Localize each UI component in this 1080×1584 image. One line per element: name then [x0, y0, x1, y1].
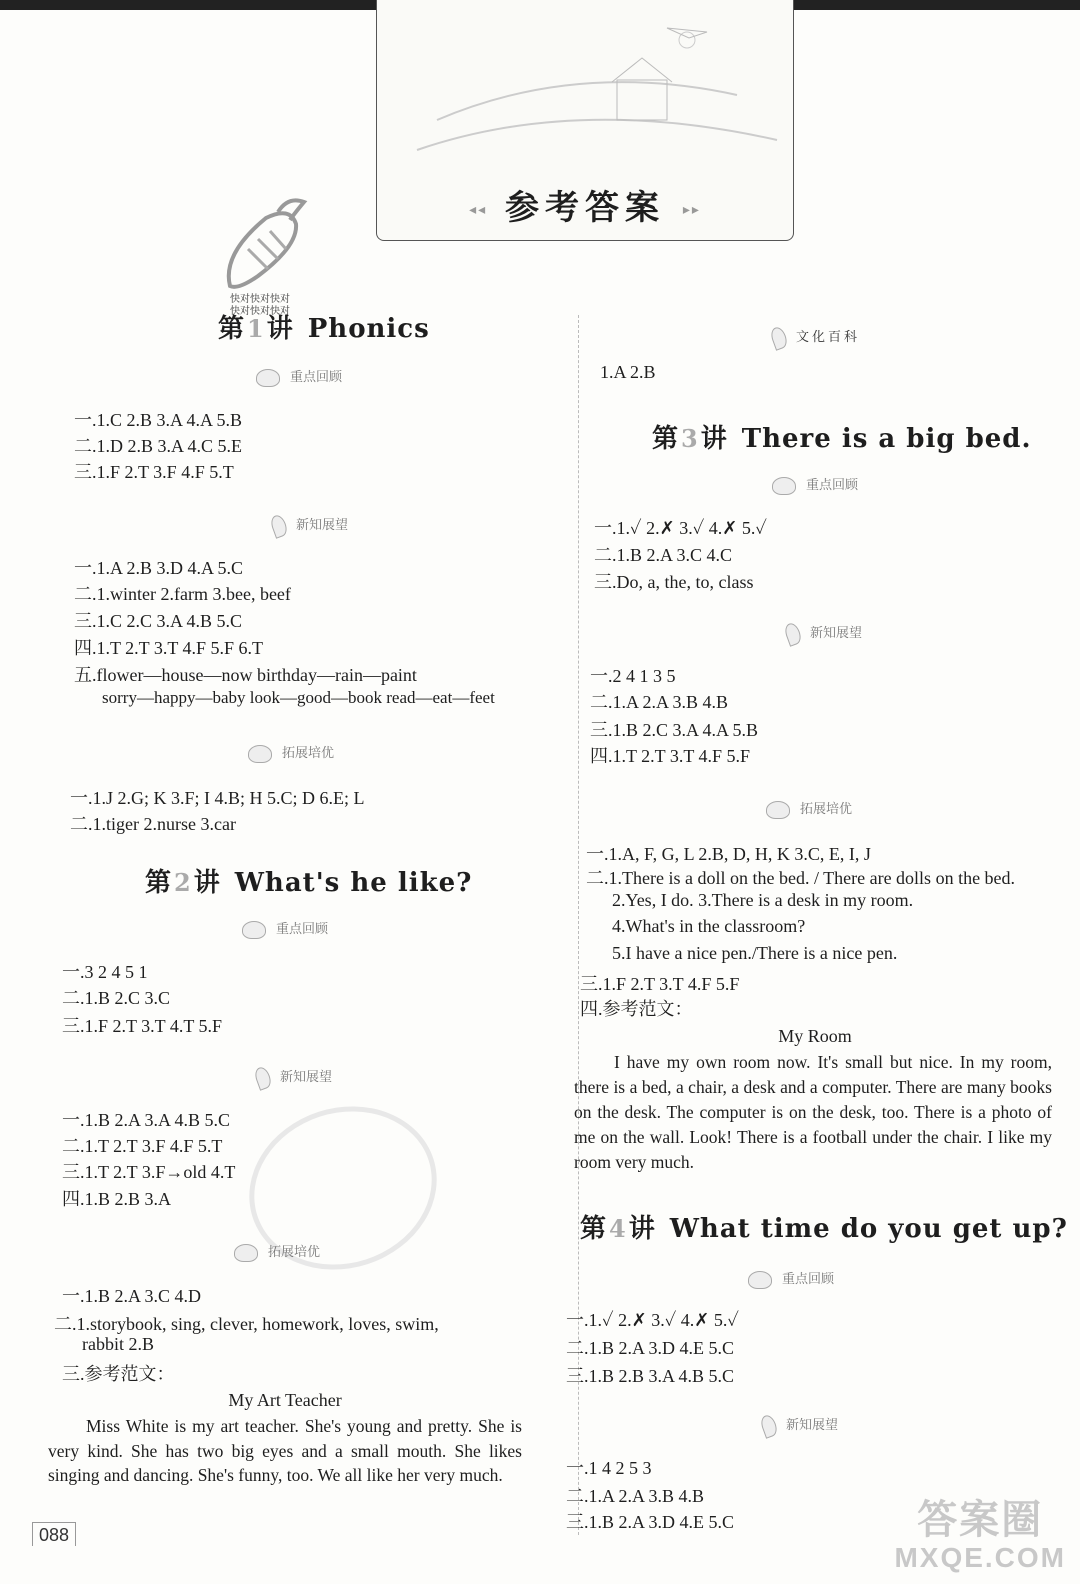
answer-line: 一.1.J 2.G; K 3.F; I 4.B; H 5.C; D 6.E; L	[70, 788, 365, 808]
answer-line: 二.1.There is a doll on the bed. / There are dolls on the bed.	[586, 868, 1016, 888]
essay-title: My Room	[778, 1026, 852, 1046]
section-heading: 新知展望	[762, 1414, 838, 1437]
answer-line: 三.Do, a, the, to, class	[594, 572, 754, 592]
answer-line: 一.1.B 2.A 3.A 4.B 5.C	[62, 1110, 231, 1130]
answer-line: 三.1.F 2.T 3.T 4.T 5.F	[62, 1016, 223, 1036]
lesson-1-heading: 第1讲 Phonics	[218, 314, 430, 344]
extension-icon	[766, 801, 790, 819]
leaf-icon	[269, 513, 290, 538]
answer-line: rabbit 2.B	[82, 1334, 154, 1354]
answer-key-title: ◂◂ 参考答案 ▸▸	[469, 188, 701, 228]
essay-body: I have my own room now. It's small but nice. In my room, there is a bed, a chair, a desk and a computer. There are many books on the desk. The computer is on the desk, too. There is a photo of me on the wall. Look! There is a football under the chair. I like my room very much.	[574, 1052, 1052, 1172]
answer-line: 四.参考范文：	[580, 999, 693, 1019]
answer-line: 一.1.A 2.B 3.D 4.A 5.C	[74, 558, 244, 578]
answer-line: 三.1.B 2.A 3.D 4.E 5.C	[566, 1512, 735, 1532]
carrot-icon	[218, 194, 314, 294]
answer-line: 二.1.B 2.A 3.D 4.E 5.C	[566, 1338, 735, 1358]
extension-icon	[248, 745, 272, 763]
page-number: 088	[32, 1522, 76, 1546]
extension-icon	[234, 1244, 258, 1262]
leaf-icon	[759, 1413, 780, 1438]
answer-line: 三.1.F 2.T 3.F 4.F 5.T	[74, 462, 234, 482]
essay-body: Miss White is my art teacher. She's young and pretty. She is very kind. She has two big eyes and a small mouth. She likes singing and dancing. She's funny, too. We all like her very much.	[48, 1416, 522, 1485]
section-heading: 拓展培优	[766, 798, 852, 819]
answer-line: 一.3 2 4 5 1	[62, 962, 148, 982]
leaf-icon	[769, 325, 790, 350]
section-heading: 重点回顾	[256, 366, 342, 387]
answer-line: 一.1.A, F, G, L 2.B, D, H, K 3.C, E, I, J	[586, 844, 871, 864]
answer-line: 2.Yes, I do. 3.There is a desk in my room.	[612, 890, 914, 910]
review-icon	[748, 1271, 772, 1289]
answer-line: 一.2 4 1 3 5	[590, 666, 676, 686]
section-heading: 新知展望	[256, 1066, 332, 1089]
answer-line: 5.I have a nice pen./There is a nice pen.	[612, 943, 898, 963]
lesson-3-heading: 第3讲 There is a big bed.	[652, 424, 1032, 454]
answer-line: 三.1.B 2.C 3.A 4.A 5.B	[590, 720, 759, 740]
leaf-icon	[253, 1065, 274, 1090]
answer-line: 二.1.B 2.C 3.C	[62, 988, 171, 1008]
answer-line: 一.1 4 2 5 3	[566, 1458, 652, 1478]
answer-line: 三.1.B 2.B 3.A 4.B 5.C	[566, 1366, 735, 1386]
answer-line: 二.1.storybook, sing, clever, homework, loves, swim,	[54, 1314, 439, 1334]
answer-line: 二.1.tiger 2.nurse 3.car	[70, 814, 236, 834]
essay-title: My Art Teacher	[228, 1390, 342, 1410]
faint-watermark-stamp	[228, 1083, 458, 1294]
answer-line: 二.1.B 2.A 3.C 4.C	[594, 545, 733, 565]
answer-line: 三.参考范文：	[62, 1364, 175, 1384]
lesson-2-heading: 第2讲 What's he like?	[145, 868, 473, 898]
lesson-4-heading: 第4讲 What time do you get up?	[580, 1214, 1068, 1244]
answer-line: 四.1.T 2.T 3.T 4.F 5.F	[590, 746, 751, 766]
answer-line: 二.1.winter 2.farm 3.bee, beef	[74, 584, 291, 604]
review-icon	[256, 369, 280, 387]
review-icon	[242, 921, 266, 939]
section-heading: 新知展望	[272, 514, 348, 537]
landscape-illustration	[377, 0, 793, 175]
answer-line: 二.1.A 2.A 3.B 4.B	[566, 1486, 705, 1506]
site-watermark: 答案圈 MXQE.COM	[894, 1497, 1066, 1573]
answer-line: 二.1.T 2.T 3.F 4.F 5.T	[62, 1136, 223, 1156]
answer-line: sorry—happy—baby look—good—book read—eat—feet	[102, 688, 495, 707]
section-heading: 拓展培优	[234, 1241, 320, 1262]
review-icon	[772, 477, 796, 495]
brand-stamp: 快对快对快对 快对快对快对	[230, 294, 290, 317]
section-heading: 重点回顾	[748, 1268, 834, 1289]
section-heading: 重点回顾	[772, 474, 858, 495]
answer-line: 二.1.A 2.A 3.B 4.B	[590, 692, 729, 712]
answer-line: 一.1.C 2.B 3.A 4.A 5.B	[74, 410, 243, 430]
section-heading: 重点回顾	[242, 918, 328, 939]
leaf-icon	[783, 621, 804, 646]
header-banner	[376, 0, 794, 241]
answer-line: 三.1.F 2.T 3.T 4.F 5.F	[580, 974, 740, 994]
section-heading: 拓展培优	[248, 742, 334, 763]
answer-line: 四.1.T 2.T 3.T 4.F 5.F 6.T	[74, 638, 264, 658]
culture-heading: 文化百科	[772, 326, 860, 349]
answer-line: 一.1.B 2.A 3.C 4.D	[62, 1286, 202, 1306]
answer-line: 二.1.D 2.B 3.A 4.C 5.E	[74, 436, 243, 456]
answer-line: 三.1.C 2.C 3.A 4.B 5.C	[74, 611, 243, 631]
answer-line: 四.1.B 2.B 3.A	[62, 1189, 172, 1209]
answer-line: 1.A 2.B	[600, 362, 656, 382]
answer-line: 一.1.✓ 2.✗ 3.✓ 4.✗ 5.✓	[566, 1310, 739, 1330]
section-heading: 新知展望	[786, 622, 862, 645]
answer-line: 一.1.✓ 2.✗ 3.✓ 4.✗ 5.✓	[594, 518, 767, 538]
answer-line: 五.flower—house—now birthday—rain—paint	[74, 665, 417, 685]
answer-line: 4.What's in the classroom?	[612, 916, 806, 936]
answer-line: 三.1.T 2.T 3.F→old 4.T	[62, 1162, 236, 1182]
